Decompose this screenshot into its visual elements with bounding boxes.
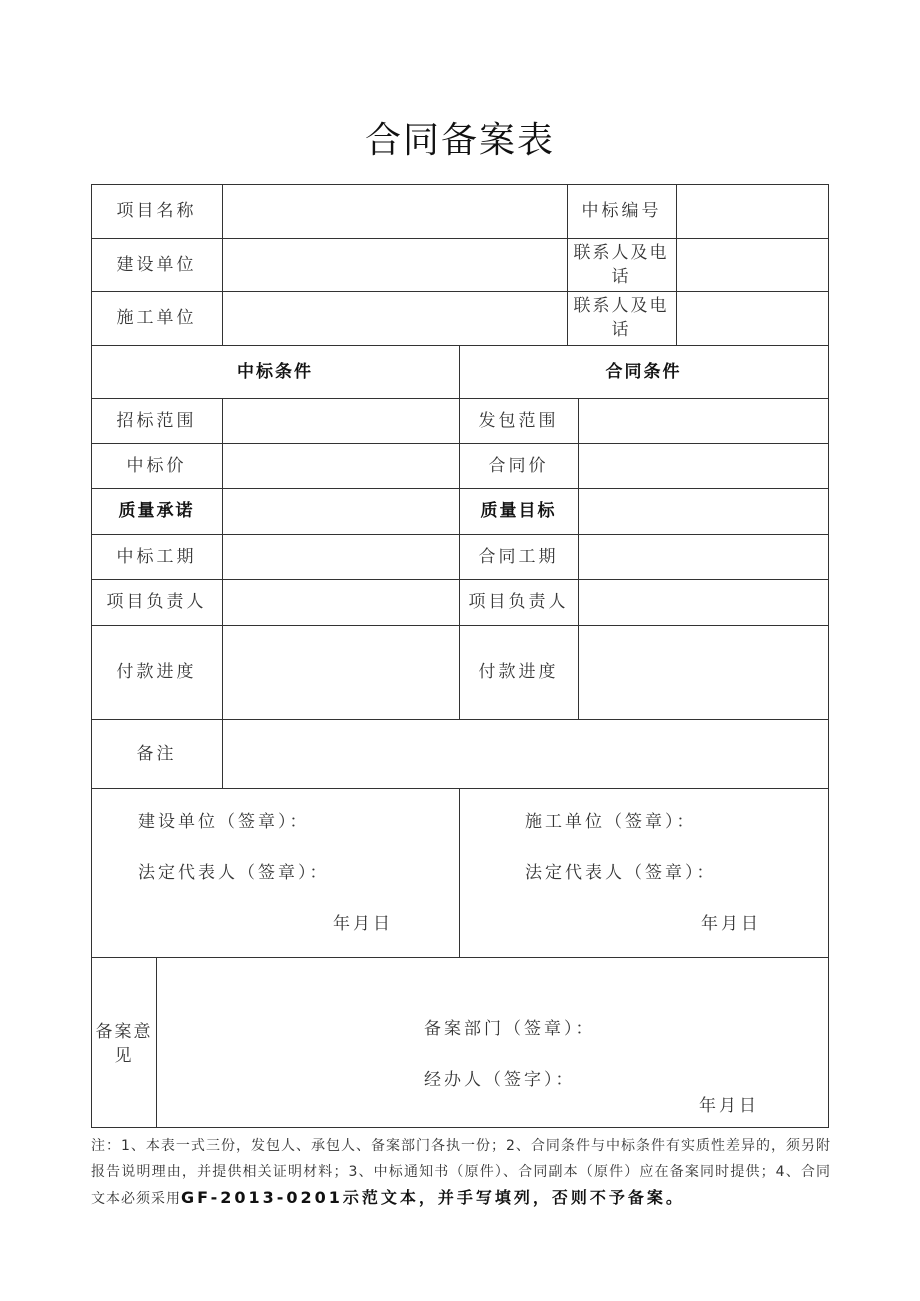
row-field-right[interactable]: [578, 625, 828, 719]
row-label-left: 中标工期: [116, 546, 197, 567]
row-field-left[interactable]: [222, 488, 459, 534]
row-field-left[interactable]: [222, 625, 459, 719]
row-field-left[interactable]: [222, 534, 459, 579]
remarks-label: 备注: [136, 743, 177, 764]
row-label-right: 合同价: [488, 455, 549, 476]
row-field-right[interactable]: [578, 579, 828, 625]
construction-date-label: 年月日: [333, 914, 393, 934]
builder-legal-rep-label: 法定代表人（签章）：: [525, 863, 717, 883]
row-label-right: 项目负责人: [468, 592, 569, 612]
builder-unit-label: 施工单位: [116, 308, 197, 328]
builder-contact-field[interactable]: [676, 291, 828, 345]
footnote-emphasis: GF-2013-0201示范文本，并手写填列，否则不予备案。: [181, 1188, 685, 1207]
row-field-right[interactable]: [578, 534, 828, 579]
row-field-left[interactable]: [222, 579, 459, 625]
filing-date-label: 年月日: [699, 1096, 759, 1116]
contract-conditions-header: 合同条件: [605, 361, 682, 382]
footnote: [91, 1133, 831, 1212]
contact-phone-label: 联系人及电话: [573, 242, 669, 287]
filing-dept-seal-label: 备案部门（签章）：: [424, 1019, 596, 1039]
row-field-left[interactable]: [222, 443, 459, 488]
filing-opinion-label: 备案意见: [95, 1022, 153, 1066]
row-field-right[interactable]: [578, 398, 828, 443]
row-field-right[interactable]: [578, 488, 828, 534]
builder-date-label: 年月日: [701, 914, 761, 934]
row-label-right: 发包范围: [478, 410, 559, 431]
contact-phone-field[interactable]: [676, 238, 828, 291]
construction-unit-field[interactable]: [222, 238, 567, 291]
builder-contact-label: 联系人及电话: [573, 296, 669, 340]
row-label-right: 付款进度: [478, 662, 559, 682]
bid-number-label: 中标编号: [581, 201, 662, 221]
row-label-right: 合同工期: [478, 546, 559, 567]
builder-unit-field[interactable]: [222, 291, 567, 345]
project-name-label: 项目名称: [116, 201, 197, 221]
construction-unit-seal-label: 建设单位（签章）：: [138, 812, 310, 832]
footnote-text: 注：1、本表一式三份，发包人、承包人、备案部门各执一份；2、合同条件与中标条件有实质性差异的，须另附报告说明理由，并提供相关证明材料；3、中标通知书（原件）、合同副本（原件）应在备案同时提供；4、合同文本必须采用: [91, 1138, 831, 1207]
construction-unit-label: 建设单位: [116, 254, 197, 275]
page-title: 合同备案表: [364, 120, 555, 161]
row-field-right[interactable]: [578, 443, 828, 488]
builder-unit-seal-label: 施工单位（签章）：: [525, 812, 697, 832]
handler-signature-label: 经办人（签字）：: [424, 1070, 576, 1090]
construction-legal-rep-label: 法定代表人（签章）：: [138, 863, 330, 883]
row-label-left: 质量承诺: [118, 501, 195, 521]
row-label-left: 付款进度: [116, 662, 197, 682]
row-label-left: 项目负责人: [106, 592, 207, 612]
bid-conditions-header: 中标条件: [237, 361, 313, 382]
row-label-left: 中标价: [126, 455, 187, 476]
bid-number-field[interactable]: [676, 184, 828, 238]
project-name-field[interactable]: [222, 184, 567, 238]
row-label-right: 质量目标: [480, 501, 557, 521]
row-label-left: 招标范围: [116, 410, 197, 431]
row-field-left[interactable]: [222, 398, 459, 443]
filing-form-table: [91, 184, 829, 1128]
remarks-field[interactable]: [222, 719, 828, 788]
